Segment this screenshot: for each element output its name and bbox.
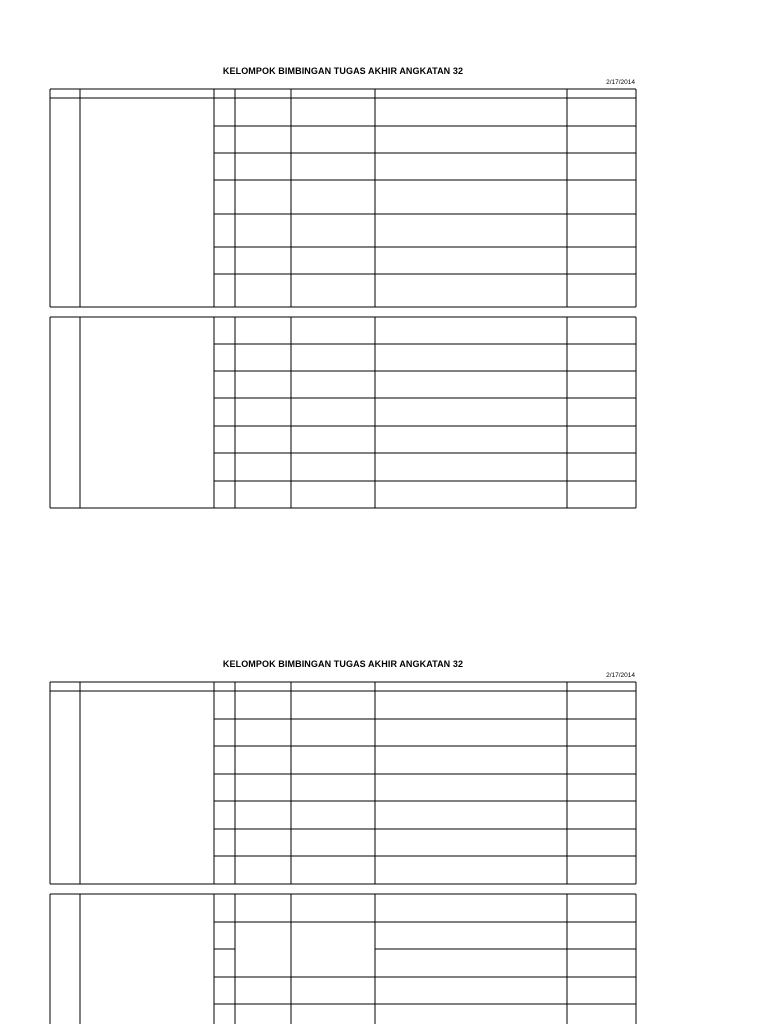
table-group [50, 317, 636, 508]
table-header-row [50, 682, 636, 691]
document-date: 2/17/2014 [606, 672, 635, 679]
document-date: 2/17/2014 [606, 79, 635, 86]
table-group [50, 682, 636, 884]
page-title: KELOMPOK BIMBINGAN TUGAS AKHIR ANGKATAN 32 [222, 659, 464, 669]
page-title: KELOMPOK BIMBINGAN TUGAS AKHIR ANGKATAN 32 [222, 66, 464, 76]
table-group [50, 89, 636, 307]
table-header-row [50, 89, 636, 98]
table-group [50, 894, 636, 1024]
